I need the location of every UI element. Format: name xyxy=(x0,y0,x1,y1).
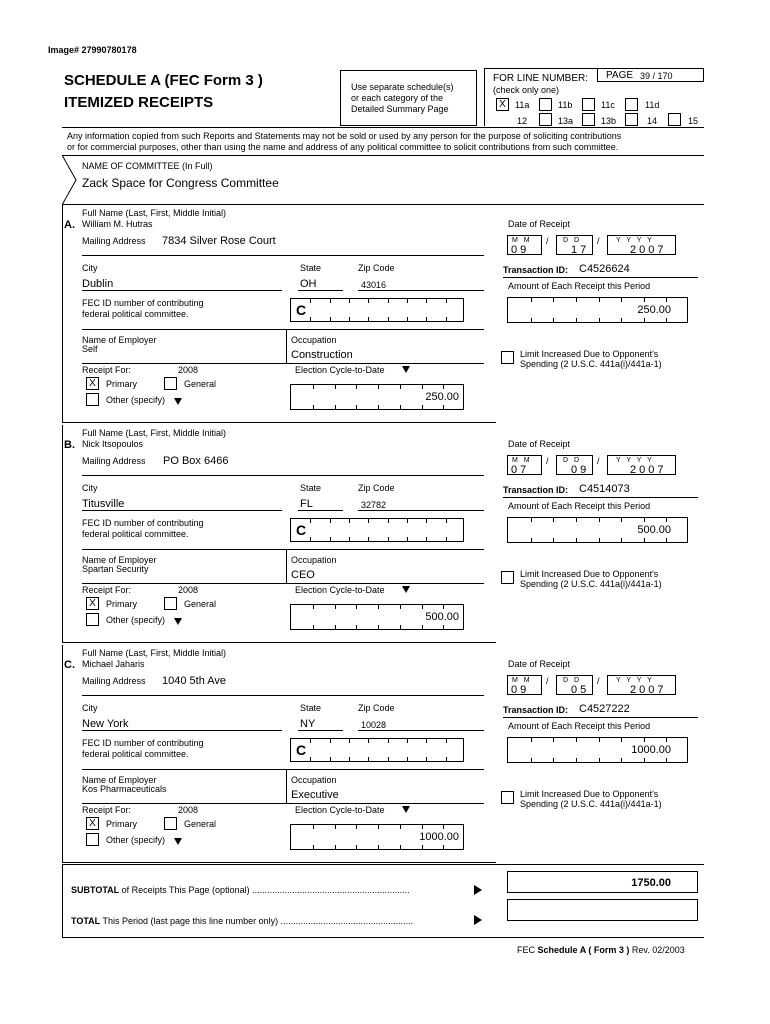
total-label: TOTAL This Period (last page this line number only) ..................................................... xyxy=(71,916,414,926)
date-day-field[interactable] xyxy=(556,675,593,695)
amount-label: Amount of Each Receipt this Period xyxy=(508,501,651,511)
line-11c-checkbox[interactable] xyxy=(582,98,595,111)
election-cycle-value: 1000.00 xyxy=(419,831,459,843)
date-year-field[interactable] xyxy=(607,455,676,475)
zip-value: 32782 xyxy=(361,500,387,510)
state-label: State xyxy=(300,703,322,713)
year-hint: Y Y Y Y xyxy=(616,677,654,684)
line-11b-checkbox[interactable] xyxy=(539,98,552,111)
entry-letter: B. xyxy=(64,439,75,451)
line-15-label: 15 xyxy=(688,116,699,126)
date-day: 05 xyxy=(571,684,590,696)
amount-value: 500.00 xyxy=(637,524,671,536)
month-hint: M M xyxy=(512,237,532,244)
line-13a-checkbox[interactable] xyxy=(582,113,595,126)
subtotal-value: 1750.00 xyxy=(631,877,671,889)
occupation-value: Executive xyxy=(291,789,339,801)
schedule-subtitle: ITEMIZED RECEIPTS xyxy=(64,94,214,111)
date-slash: / xyxy=(597,676,600,686)
mailing-address-value: 1040 5th Ave xyxy=(162,675,227,687)
other-dropdown-icon[interactable] xyxy=(174,398,182,405)
date-of-receipt-label: Date of Receipt xyxy=(508,439,571,449)
day-hint: D D xyxy=(563,677,582,684)
employer-label: Name of Employer xyxy=(82,555,157,565)
receipt-for-label: Receipt For: xyxy=(82,365,132,375)
committee-bracket-icon xyxy=(62,155,78,205)
occupation-label: Occupation xyxy=(291,335,337,345)
limit-increased-label-2: Spending (2 U.S.C. 441a(i)/441a-1) xyxy=(520,799,662,809)
date-slash: / xyxy=(546,676,549,686)
line-14-checkbox[interactable] xyxy=(668,113,681,126)
general-checkbox[interactable] xyxy=(164,817,177,830)
date-day: 09 xyxy=(571,464,590,476)
other-checkbox[interactable] xyxy=(86,393,99,406)
date-slash: / xyxy=(597,456,600,466)
other-dropdown-icon[interactable] xyxy=(174,838,182,845)
entry-letter: A. xyxy=(64,219,75,231)
fec-id-label-2: federal political committee. xyxy=(82,529,189,539)
other-checkbox[interactable] xyxy=(86,833,99,846)
receipt-year: 2008 xyxy=(178,805,199,815)
committee-name: Zack Space for Congress Committee xyxy=(82,176,279,190)
transaction-id-label: Transaction ID: xyxy=(503,485,569,495)
amount-label: Amount of Each Receipt this Period xyxy=(508,281,651,291)
fec-id-prefix: C xyxy=(296,302,307,318)
date-slash: / xyxy=(546,236,549,246)
schedule-title: SCHEDULE A (FEC Form 3 ) xyxy=(64,72,263,89)
primary-checkbox[interactable]: X xyxy=(86,377,99,390)
employer-value: Self xyxy=(82,344,98,354)
zip-label: Zip Code xyxy=(358,703,395,713)
fec-id-label-2: federal political committee. xyxy=(82,309,189,319)
election-cycle-field[interactable] xyxy=(290,604,464,630)
zip-label: Zip Code xyxy=(358,483,395,493)
occupation-label: Occupation xyxy=(291,555,337,565)
general-label: General xyxy=(184,819,217,829)
amount-field[interactable] xyxy=(507,737,688,763)
mailing-address-label: Mailing Address xyxy=(82,236,146,246)
limit-increased-label-1: Limit Increased Due to Opponent's xyxy=(520,349,659,359)
state-value: NY xyxy=(300,718,316,730)
transaction-id-label: Transaction ID: xyxy=(503,265,569,275)
entry-letter: C. xyxy=(64,659,75,671)
day-hint: D D xyxy=(563,457,582,464)
transaction-id-value: C4527222 xyxy=(579,703,630,715)
election-cycle-field[interactable] xyxy=(290,824,464,850)
zip-label: Zip Code xyxy=(358,263,395,273)
total-field[interactable] xyxy=(507,899,698,921)
election-cycle-value: 500.00 xyxy=(425,611,459,623)
amount-field[interactable] xyxy=(507,517,688,543)
line-11d-checkbox[interactable] xyxy=(625,98,638,111)
employer-label: Name of Employer xyxy=(82,335,157,345)
receipt-for-label: Receipt For: xyxy=(82,585,132,595)
instruction-line-3: Detailed Summary Page xyxy=(351,104,449,114)
for-line-number-label: FOR LINE NUMBER: xyxy=(493,73,589,84)
disclaimer-line-1: Any information copied from such Reports and Statements may not be sold or used by any person for the purpose of soliciting contributions xyxy=(67,131,622,141)
transaction-id-label: Transaction ID: xyxy=(503,705,569,715)
line-11c-label: 11c xyxy=(601,100,615,110)
general-checkbox[interactable] xyxy=(164,597,177,610)
limit-increased-checkbox[interactable] xyxy=(501,571,514,584)
fec-id-field[interactable] xyxy=(290,298,464,322)
month-hint: M M xyxy=(512,457,532,464)
limit-increased-label-2: Spending (2 U.S.C. 441a(i)/441a-1) xyxy=(520,359,662,369)
contributor-name: Michael Jaharis xyxy=(82,659,145,669)
date-year-field[interactable] xyxy=(607,235,676,255)
limit-increased-checkbox[interactable] xyxy=(501,791,514,804)
employer-value: Kos Pharmaceuticals xyxy=(82,784,167,794)
limit-increased-label-1: Limit Increased Due to Opponent's xyxy=(520,569,659,579)
receipt-year: 2008 xyxy=(178,365,199,375)
month-hint: M M xyxy=(512,677,532,684)
amount-value: 250.00 xyxy=(637,304,671,316)
limit-increased-checkbox[interactable] xyxy=(501,351,514,364)
line-12-label: 12 xyxy=(517,116,528,126)
election-cycle-field[interactable] xyxy=(290,384,464,410)
amount-label: Amount of Each Receipt this Period xyxy=(508,721,651,731)
fec-id-label-1: FEC ID number of contributing xyxy=(82,738,204,748)
limit-increased-label-2: Spending (2 U.S.C. 441a(i)/441a-1) xyxy=(520,579,662,589)
amount-value: 1000.00 xyxy=(631,744,671,756)
election-cycle-value: 250.00 xyxy=(425,391,459,403)
fec-id-label-1: FEC ID number of contributing xyxy=(82,518,204,528)
state-label: State xyxy=(300,263,322,273)
fec-id-field[interactable] xyxy=(290,518,464,542)
city-label: City xyxy=(82,483,98,493)
election-cycle-dropdown-icon[interactable] xyxy=(402,586,410,593)
employer-value: Spartan Security xyxy=(82,564,149,574)
line-11b-label: 11b xyxy=(558,100,573,110)
election-cycle-label: Election Cycle-to-Date xyxy=(295,585,385,595)
line-11a-label: 11a xyxy=(515,100,530,110)
fec-id-label-1: FEC ID number of contributing xyxy=(82,298,204,308)
date-month-field[interactable] xyxy=(507,455,542,475)
fec-id-prefix: C xyxy=(296,742,307,758)
city-label: City xyxy=(82,703,98,713)
other-label: Other (specify) xyxy=(106,615,166,625)
city-value: Dublin xyxy=(82,278,114,290)
date-month-field[interactable] xyxy=(507,675,542,695)
general-label: General xyxy=(184,379,217,389)
date-slash: / xyxy=(597,236,600,246)
year-hint: Y Y Y Y xyxy=(616,237,654,244)
date-year: 2007 xyxy=(630,244,667,256)
state-value: OH xyxy=(300,278,317,290)
instruction-line-2: or each category of the xyxy=(351,93,444,103)
form-footer: FEC Schedule A ( Form 3 ) Rev. 02/2003 xyxy=(517,945,685,955)
receipt-for-label: Receipt For: xyxy=(82,805,132,815)
day-hint: D D xyxy=(563,237,582,244)
line-12-checkbox[interactable] xyxy=(539,113,552,126)
date-month: 09 xyxy=(511,244,530,256)
instructions-box xyxy=(340,70,477,126)
full-name-label: Full Name (Last, First, Middle Initial) xyxy=(82,648,227,658)
line-11a-checkbox[interactable]: X xyxy=(496,98,509,111)
line-13a-label: 13a xyxy=(558,116,574,126)
election-cycle-label: Election Cycle-to-Date xyxy=(295,365,385,375)
page-box xyxy=(597,68,704,82)
image-id: Image# 27990780178 xyxy=(48,45,137,55)
mailing-address-value: 7834 Silver Rose Court xyxy=(162,235,276,247)
date-year: 2007 xyxy=(630,464,667,476)
mailing-address-label: Mailing Address xyxy=(82,676,146,686)
election-cycle-dropdown-icon[interactable] xyxy=(402,366,410,373)
date-day: 17 xyxy=(571,244,590,256)
city-value: New York xyxy=(82,718,129,730)
primary-label: Primary xyxy=(106,819,137,829)
other-label: Other (specify) xyxy=(106,395,166,405)
subtotal-field[interactable] xyxy=(507,871,698,893)
other-checkbox[interactable] xyxy=(86,613,99,626)
receipt-year: 2008 xyxy=(178,585,199,595)
city-label: City xyxy=(82,263,98,273)
committee-label: NAME OF COMMITTEE (In Full) xyxy=(82,161,213,171)
transaction-id-value: C4514073 xyxy=(579,483,630,495)
date-slash: / xyxy=(546,456,549,466)
check-only-one-label: (check only one) xyxy=(493,85,560,95)
fec-id-label-2: federal political committee. xyxy=(82,749,189,759)
fec-id-prefix: C xyxy=(296,522,307,538)
line-13b-label: 13b xyxy=(601,116,617,126)
line-13b-checkbox[interactable] xyxy=(625,113,638,126)
date-day-field[interactable] xyxy=(556,455,593,475)
occupation-value: Construction xyxy=(291,349,353,361)
instruction-line-1: Use separate schedule(s) xyxy=(351,82,454,92)
date-of-receipt-label: Date of Receipt xyxy=(508,659,571,669)
general-label: General xyxy=(184,599,217,609)
total-arrow-icon xyxy=(474,915,482,925)
fec-id-field[interactable] xyxy=(290,738,464,762)
primary-checkbox[interactable]: X xyxy=(86,597,99,610)
disclaimer-line-2: or for commercial purposes, other than using the name and address of any political committee to solicit contributions from such committee. xyxy=(67,142,619,152)
date-month: 09 xyxy=(511,684,530,696)
date-month-field[interactable] xyxy=(507,235,542,255)
occupation-value: CEO xyxy=(291,569,315,581)
city-value: Titusville xyxy=(82,498,125,510)
full-name-label: Full Name (Last, First, Middle Initial) xyxy=(82,208,227,218)
date-month: 07 xyxy=(511,464,530,476)
date-year: 2007 xyxy=(630,684,667,696)
date-of-receipt-label: Date of Receipt xyxy=(508,219,571,229)
employer-label: Name of Employer xyxy=(82,775,157,785)
other-dropdown-icon[interactable] xyxy=(174,618,182,625)
page-value: 39 / 170 xyxy=(640,71,673,81)
primary-label: Primary xyxy=(106,379,137,389)
limit-increased-label-1: Limit Increased Due to Opponent's xyxy=(520,789,659,799)
amount-field[interactable] xyxy=(507,297,688,323)
date-year-field[interactable] xyxy=(607,675,676,695)
election-cycle-dropdown-icon[interactable] xyxy=(402,806,410,813)
year-hint: Y Y Y Y xyxy=(616,457,654,464)
primary-checkbox[interactable]: X xyxy=(86,817,99,830)
subtotal-label: SUBTOTAL of Receipts This Page (optional) ............................................................... xyxy=(71,885,410,895)
zip-value: 43016 xyxy=(361,280,387,290)
subtotal-arrow-icon xyxy=(474,885,482,895)
other-label: Other (specify) xyxy=(106,835,166,845)
occupation-label: Occupation xyxy=(291,775,337,785)
date-day-field[interactable] xyxy=(556,235,593,255)
line-11d-label: 11d xyxy=(645,100,660,110)
zip-value: 10028 xyxy=(361,720,387,730)
election-cycle-label: Election Cycle-to-Date xyxy=(295,805,385,815)
state-value: FL xyxy=(300,498,313,510)
general-checkbox[interactable] xyxy=(164,377,177,390)
mailing-address-value: PO Box 6466 xyxy=(163,455,229,467)
contributor-name: William M. Hutras xyxy=(82,219,153,229)
mailing-address-label: Mailing Address xyxy=(82,456,146,466)
line-14-label: 14 xyxy=(647,116,658,126)
contributor-name: Nick Itsopoulos xyxy=(82,439,144,449)
transaction-id-value: C4526624 xyxy=(579,263,630,275)
page-label: PAGE xyxy=(606,70,634,81)
full-name-label: Full Name (Last, First, Middle Initial) xyxy=(82,428,227,438)
state-label: State xyxy=(300,483,322,493)
primary-label: Primary xyxy=(106,599,137,609)
